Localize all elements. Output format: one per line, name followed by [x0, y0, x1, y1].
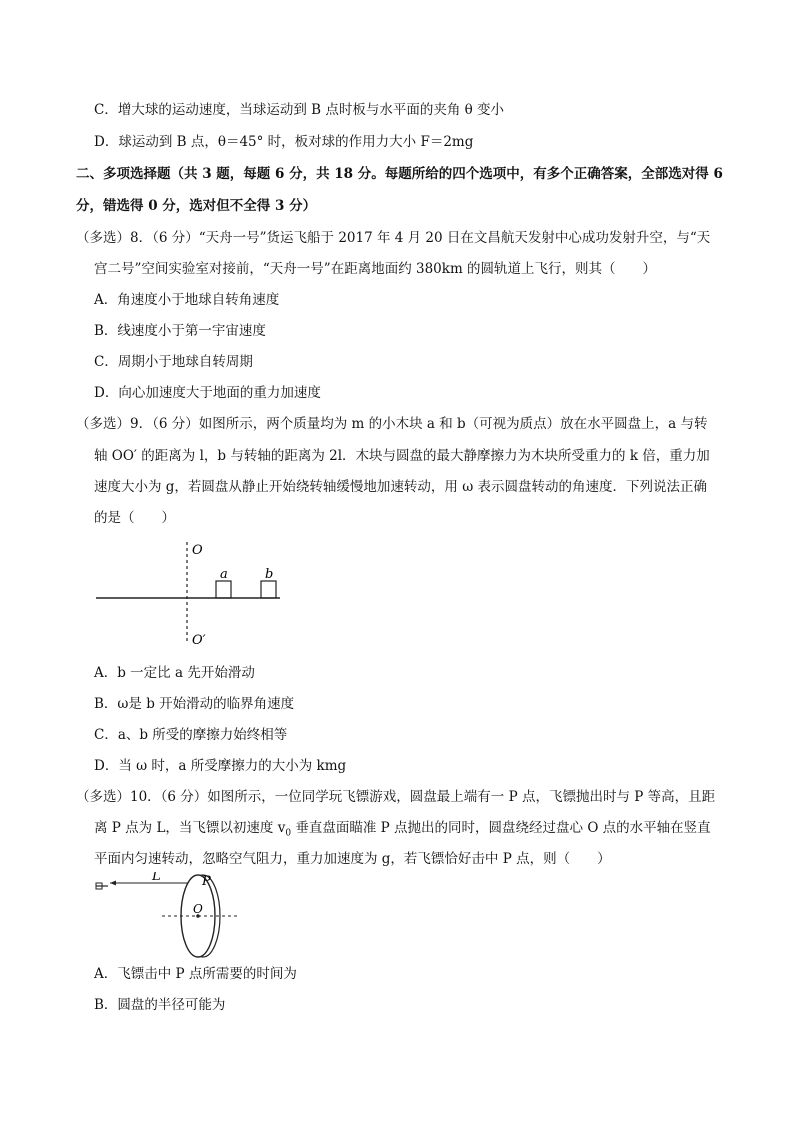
axis-bottom-label: O′: [192, 633, 206, 648]
q9-stem-line2: 轴 OO′ 的距离为 l，b 与转轴的距离为 2l．木块与圆盘的最大静摩擦力为木块所受重力的 k 倍，重力加: [94, 448, 710, 464]
q8-option-d: D．向心加速度大于地面的重力加速度: [94, 385, 321, 401]
q8-stem-line2: 宫二号”空间实验室对接前，“天舟一号”在距离地面约 380km 的圆轨道上飞行，则其（ ）: [94, 261, 657, 277]
q8-option-c: C．周期小于地球自转周期: [94, 354, 253, 370]
q9-option-b: B．ω是 b 开始滑动的临界角速度: [94, 696, 295, 712]
q10-option-a: A．飞镖击中 P 点所需要的时间为: [94, 966, 297, 982]
block-a-label: a: [220, 567, 228, 582]
q10-stem-line1: （多选）10．（6 分）如图所示，一位同学玩飞镖游戏，圆盘最上端有一 P 点，飞镖抛出时与 P 等高，且距: [76, 789, 716, 805]
q8-option-b: B．线速度小于第一宇宙速度: [94, 323, 266, 339]
q8-stem-line1: （多选）8．（6 分）“天舟一号”货运飞船于 2017 年 4 月 20 日在文昌航天发射中心成功发射升空，与“天: [76, 230, 711, 246]
point-p-label: P: [202, 874, 211, 889]
block-a: [216, 581, 231, 598]
prev-option-c: C．增大球的运动速度，当球运动到 B 点时板与水平面的夹角 θ 变小: [94, 102, 505, 118]
prev-option-d: D．球运动到 B 点，θ＝45° 时，板对球的作用力大小 F＝2mg: [94, 134, 474, 150]
distance-label: L: [152, 872, 161, 884]
q10-stem-line3: 平面内匀速转动，忽略空气阻力，重力加速度为 g，若飞镖恰好击中 P 点，则（ ）: [94, 851, 611, 867]
dart-icon: [96, 883, 108, 889]
q10-stem-line2: 离 P 点为 L，当飞镖以初速度 $v_0$ 垂直盘面瞄准 P 点抛出的同时，圆盘绕经过盘心 O 点的水平轴在竖直: [94, 820, 711, 839]
section-heading-line2: 分，错选得 0 分，选对但不全得 3 分）: [76, 198, 317, 214]
q9-stem-line3: 速度大小为 g，若圆盘从静止开始绕转轴缓慢地加速转动，用 ω 表示圆盘转动的角速度．下列说法正确: [94, 479, 708, 495]
block-b: [261, 581, 276, 598]
q9-option-a: A．b 一定比 a 先开始滑动: [94, 665, 255, 681]
q9-option-d: D．当 ω 时，a 所受摩擦力的大小为 kmg: [94, 758, 347, 774]
q10-option-b: B．圆盘的半径可能为: [94, 997, 226, 1013]
axis-top-label: O: [192, 543, 203, 558]
q8-option-a: A．角速度小于地球自转角速度: [94, 292, 280, 308]
center-o-label: O: [193, 902, 203, 916]
q9-rotating-disk-figure: [94, 538, 294, 650]
q9-option-c: C．a、b 所受的摩擦力始终相等: [94, 727, 288, 743]
q10-dart-figure: [92, 872, 242, 962]
block-b-label: b: [265, 567, 274, 582]
section-heading-line1: 二、多项选择题（共 3 题，每题 6 分，共 18 分。每题所给的四个选项中，有多个正确答案，全部选对得 6: [76, 166, 723, 182]
q9-stem-line4: 的是（ ）: [94, 510, 175, 526]
q9-stem-line1: （多选）9．（6 分）如图所示，两个质量均为 m 的小木块 a 和 b（可视为质点）放在水平圆盘上，a 与转: [76, 416, 708, 432]
